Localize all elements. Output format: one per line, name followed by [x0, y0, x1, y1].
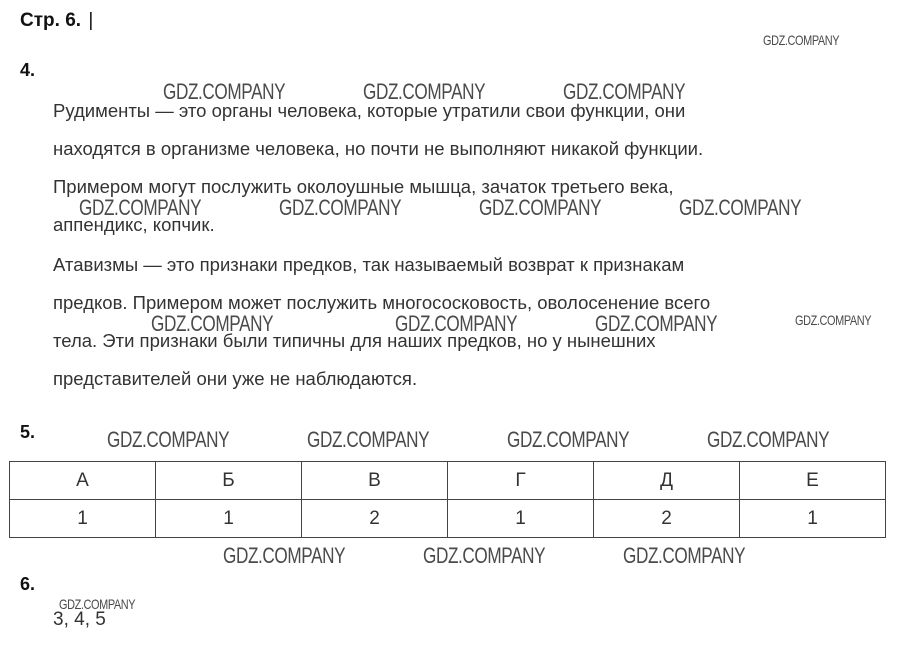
answer-table [9, 461, 886, 538]
watermark: GDZ.COMPANY [151, 311, 274, 336]
page-header [20, 10, 93, 32]
watermark: GDZ.COMPANY [479, 195, 602, 220]
page-label: Стр. 6. [20, 10, 82, 31]
watermark: GDZ.COMPANY [107, 427, 230, 452]
text-line: Атавизмы — это признаки предков, так называемый возврат к признакам [53, 254, 685, 275]
watermark: GDZ.COMPANY [507, 427, 630, 452]
table-header-cell: Б [156, 462, 302, 500]
table-cell: 1 [740, 500, 886, 538]
table-cell: 2 [594, 500, 740, 538]
watermark: GDZ.COMPANY [423, 543, 546, 568]
watermark: GDZ.COMPANY [363, 79, 486, 104]
text-line: Примером могут послужить околоушные мышца, зачаток третьего века, [53, 176, 674, 197]
watermark: GDZ.COMPANY [679, 195, 802, 220]
watermark: GDZ.COMPANY [59, 596, 136, 612]
table-cell: 1 [448, 500, 594, 538]
table-header-cell: В [302, 462, 448, 500]
watermark: GDZ.COMPANY [307, 427, 430, 452]
table-header-row [10, 462, 886, 500]
table-cell: 2 [302, 500, 448, 538]
text-line: предков. Примером может послужить многососковость, оволосенение всего [53, 292, 711, 313]
task-number-4: 4. [20, 60, 36, 80]
watermark: GDZ.COMPANY [763, 32, 840, 48]
table-header-cell: А [10, 462, 156, 500]
task-number-5: 5. [20, 422, 36, 442]
paragraph-rudiments [53, 92, 853, 244]
watermark: GDZ.COMPANY [163, 79, 286, 104]
paragraph-atavisms [53, 246, 853, 398]
watermark: GDZ.COMPANY [563, 79, 686, 104]
task-4-answer [53, 92, 853, 400]
table-row [10, 500, 886, 538]
table-header-cell: Е [740, 462, 886, 500]
watermark: GDZ.COMPANY [707, 427, 830, 452]
task-6-answer: 3, 4, 5 [53, 609, 106, 630]
watermark: GDZ.COMPANY [79, 195, 202, 220]
text-cursor: | [88, 10, 94, 31]
text-line: тела. Эти признаки были типичны для наших предков, но у нынешних [53, 330, 656, 351]
text-line: представителей они уже не наблюдаются. [53, 368, 418, 389]
watermark: GDZ.COMPANY [623, 543, 746, 568]
table-cell: 1 [156, 500, 302, 538]
watermark: GDZ.COMPANY [795, 312, 872, 328]
watermark: GDZ.COMPANY [395, 311, 518, 336]
text-line: Рудименты — это органы человека, которые утратили свои функции, они [53, 100, 686, 121]
table-cell: 1 [10, 500, 156, 538]
task-number-6: 6. [20, 574, 36, 594]
table-header-cell: Г [448, 462, 594, 500]
watermark: GDZ.COMPANY [595, 311, 718, 336]
watermark: GDZ.COMPANY [279, 195, 402, 220]
text-line: находятся в организме человека, но почти не выполняют никакой функции. [53, 138, 704, 159]
text-line: аппендикс, копчик. [53, 214, 215, 235]
table-header-cell: Д [594, 462, 740, 500]
watermark: GDZ.COMPANY [223, 543, 346, 568]
